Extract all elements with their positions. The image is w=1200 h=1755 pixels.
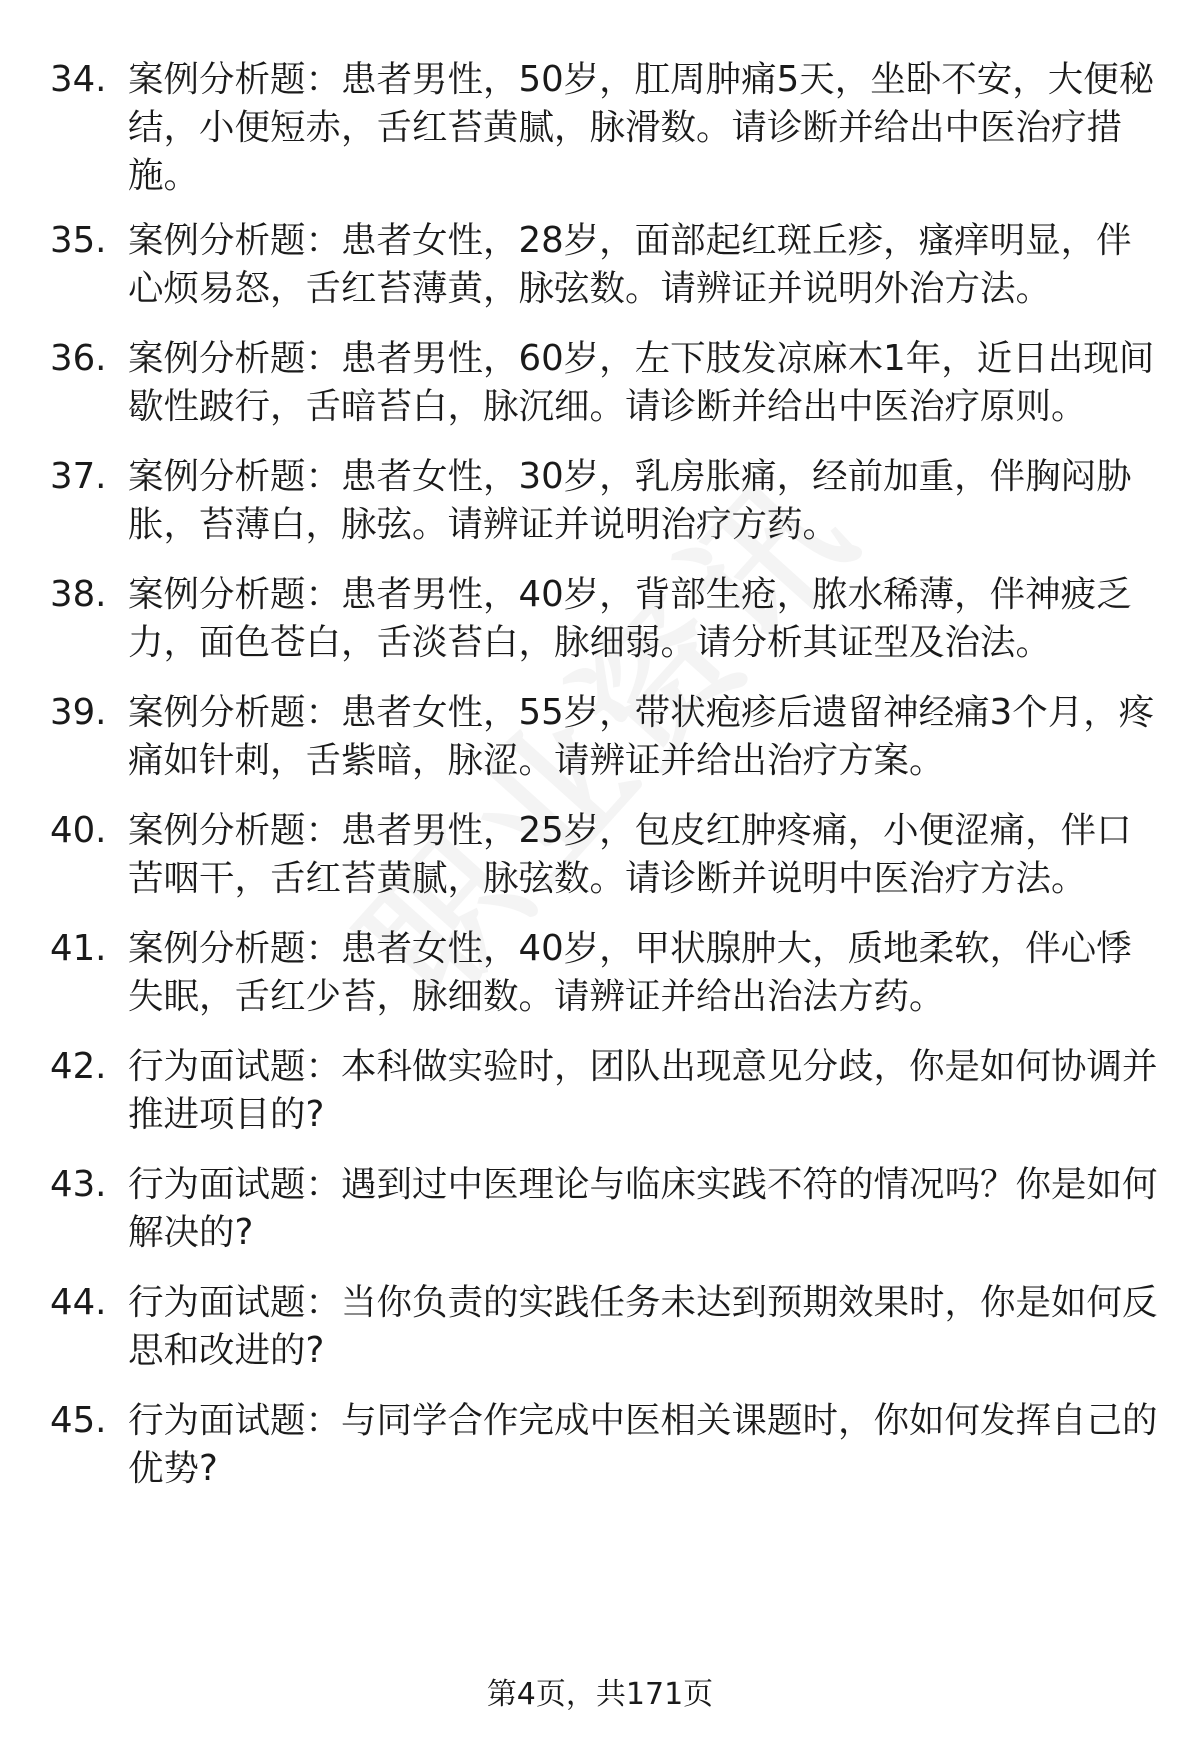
question-item <box>50 1161 1160 1257</box>
question-item <box>50 217 1160 313</box>
question-number: 39. <box>50 692 107 733</box>
question-item <box>50 571 1160 667</box>
question-item <box>50 335 1160 431</box>
question-number: 45. <box>50 1400 107 1441</box>
question-item <box>50 807 1160 903</box>
question-item <box>50 56 1160 200</box>
question-text: 行为面试题：遇到过中医理论与临床实践不符的情况吗？你是如何解决的? <box>128 1164 1158 1253</box>
question-text: 案例分析题：患者女性，40岁，甲状腺肿大，质地柔软，伴心悸失眠，舌红少苔，脉细数。请辨证并给出治法方药。 <box>128 928 1132 1017</box>
question-text: 行为面试题：当你负责的实践任务未达到预期效果时，你是如何反思和改进的? <box>128 1282 1158 1371</box>
question-text: 案例分析题：患者女性，30岁，乳房胀痛，经前加重，伴胸闷胁胀，苔薄白，脉弦。请辨证并说明治疗方药。 <box>128 456 1132 545</box>
page-number-footer: 第4页，共171页 <box>486 1677 714 1712</box>
question-number: 43. <box>50 1164 107 1205</box>
question-item <box>50 1397 1160 1493</box>
question-text: 案例分析题：患者男性，50岁，肛周肿痛5天，坐卧不安，大便秘结，小便短赤，舌红苔黄腻，脉滑数。请诊断并给出中医治疗措施。 <box>128 59 1155 196</box>
question-item <box>50 1043 1160 1139</box>
question-item <box>50 689 1160 785</box>
question-number: 34. <box>50 59 107 100</box>
question-text: 案例分析题：患者女性，28岁，面部起红斑丘疹，瘙痒明显，伴心烦易怒，舌红苔薄黄，脉弦数。请辨证并说明外治方法。 <box>128 220 1132 309</box>
question-number: 38. <box>50 574 107 615</box>
question-item <box>50 453 1160 549</box>
question-item <box>50 925 1160 1021</box>
question-text: 案例分析题：患者男性，40岁，背部生疮，脓水稀薄，伴神疲乏力，面色苍白，舌淡苔白，脉细弱。请分析其证型及治法。 <box>128 574 1132 663</box>
question-text: 案例分析题：患者男性，25岁，包皮红肿疼痛，小便涩痛，伴口苦咽干，舌红苔黄腻，脉弦数。请诊断并说明中医治疗方法。 <box>128 810 1132 899</box>
question-text: 案例分析题：患者男性，60岁，左下肢发凉麻木1年，近日出现间歇性跛行，舌暗苔白，脉沉细。请诊断并给出中医治疗原则。 <box>128 338 1155 427</box>
question-text: 案例分析题：患者女性，55岁，带状疱疹后遗留神经痛3个月，疼痛如针刺，舌紫暗，脉涩。请辨证并给出治疗方案。 <box>128 692 1155 781</box>
question-text: 行为面试题：与同学合作完成中医相关课题时，你如何发挥自己的优势? <box>128 1400 1158 1489</box>
question-number: 35. <box>50 220 107 261</box>
question-number: 36. <box>50 338 107 379</box>
question-text: 行为面试题：本科做实验时，团队出现意见分歧，你是如何协调并推进项目的? <box>128 1046 1158 1135</box>
question-number: 37. <box>50 456 107 497</box>
question-number: 40. <box>50 810 107 851</box>
question-number: 44. <box>50 1282 107 1323</box>
question-number: 42. <box>50 1046 107 1087</box>
question-item <box>50 1279 1160 1375</box>
question-number: 41. <box>50 928 107 969</box>
